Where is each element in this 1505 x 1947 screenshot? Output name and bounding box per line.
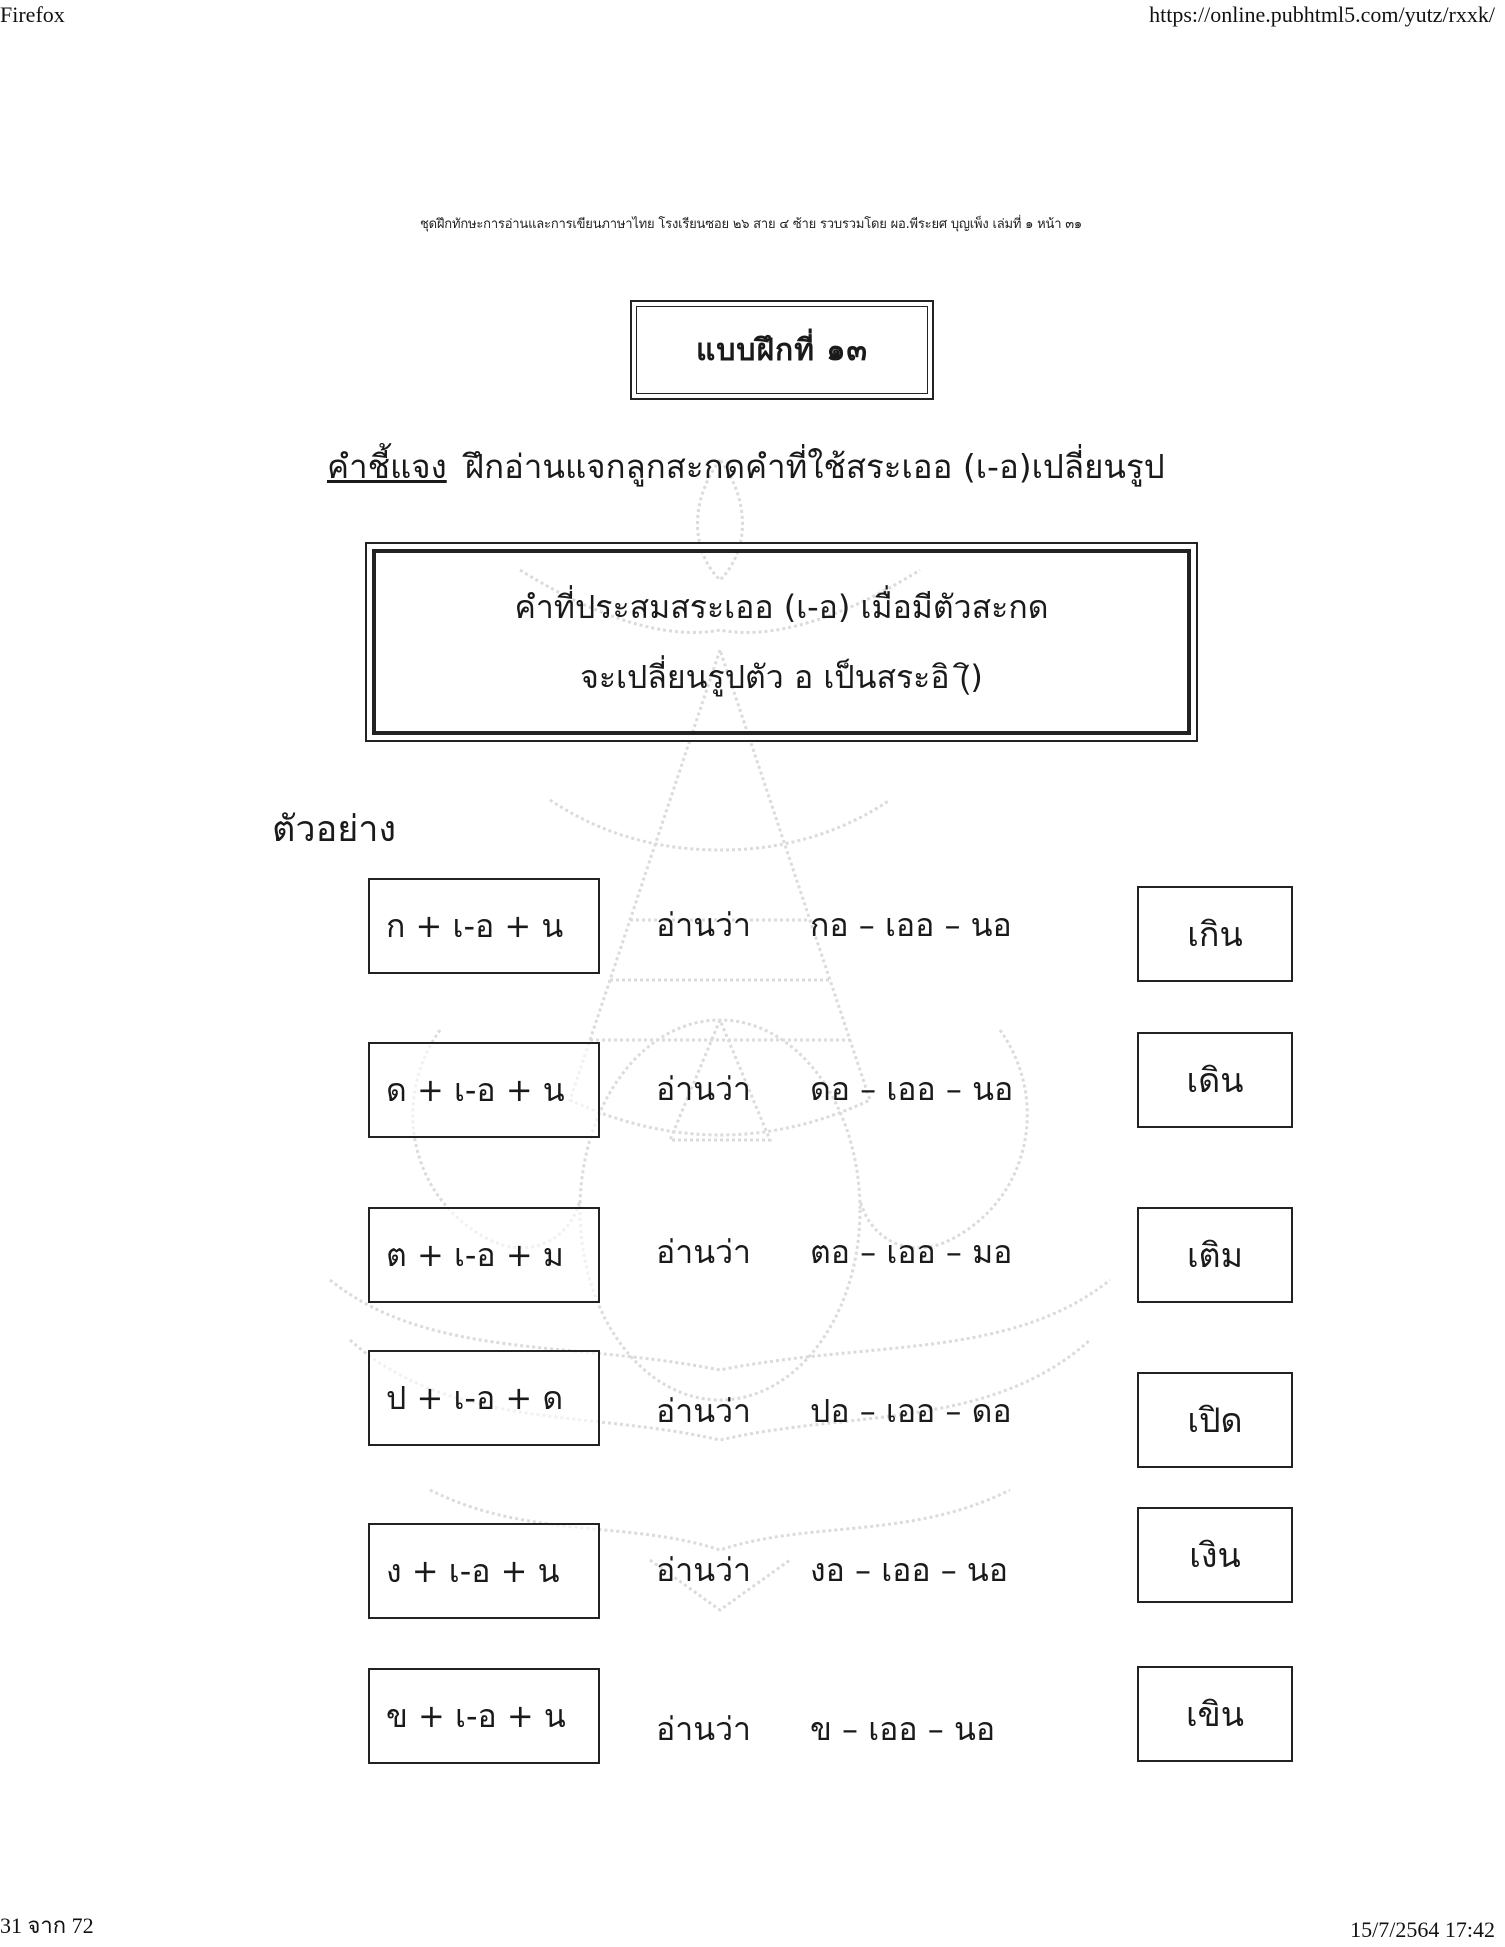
example-label: ตัวอย่าง [272,809,397,850]
reads-label: อ่านว่า [656,1392,751,1430]
formula-box: ป + เ-อ + ด [368,1350,600,1446]
rule-line-1: คำที่ประสมสระเออ (เ-อ) เมื่อมีตัวสะกด [514,588,1049,626]
formula-box: ข + เ-อ + น [368,1668,600,1764]
example-row [0,1042,1505,1142]
reads-label: อ่านว่า [656,1233,751,1271]
formula-box: ต + เ-อ + ม [368,1207,600,1303]
formula-box: ก + เ-อ + น [368,878,600,974]
spelling: ข – เออ – นอ [810,1710,996,1748]
example-row [0,1523,1505,1623]
answer-word-box: เขิน [1137,1666,1293,1762]
exercise-title: แบบฝึกที่ ๑๓ [630,300,934,400]
rule-box [365,542,1198,742]
spelling: กอ – เออ – นอ [810,906,1012,944]
running-header: ชุดฝึกทักษะการอ่านและการเขียนภาษาไทย โรงเรียนซอย ๒๖ สาย ๔ ซ้าย รวบรวมโดย ผอ.พีระยศ บุญเพ็ง เล่มที่ ๑ หน้า ๓๑ [420,217,1082,232]
answer-word-box: เติม [1137,1207,1293,1303]
example-row [0,1350,1505,1450]
rule-line-2: จะเปลี่ยนรูปตัว อ เป็นสระอิ (ิ) [580,658,983,696]
instruction-label: คำชี้แจง [327,447,447,486]
example-row [0,878,1505,978]
spelling: ตอ – เออ – มอ [810,1233,1013,1271]
example-row [0,1668,1505,1768]
reads-label: อ่านว่า [656,1551,751,1589]
formula-box: ง + เ-อ + น [368,1523,600,1619]
answer-word-box: เปิด [1137,1372,1293,1468]
browser-name: Firefox [0,2,65,27]
reads-label: อ่านว่า [656,906,751,944]
instruction [327,440,1165,493]
reads-label: อ่านว่า [656,1070,751,1108]
example-row [0,1207,1505,1307]
instruction-text: ฝึกอ่านแจกลูกสะกดคำที่ใช้สระเออ (เ-อ)เปลี่ยนรูป [464,447,1165,486]
answer-word-box: เดิน [1137,1032,1293,1128]
answer-word-box: เงิน [1137,1507,1293,1603]
spelling: ดอ – เออ – นอ [810,1070,1014,1108]
answer-word-box: เกิน [1137,886,1293,982]
spelling: ปอ – เออ – ดอ [810,1392,1012,1430]
reads-label: อ่านว่า [656,1710,751,1748]
spelling: งอ – เออ – นอ [810,1551,1008,1589]
page-counter: 31 จาก 72 [0,1913,94,1938]
print-timestamp: 15/7/2564 17:42 [1350,1917,1495,1942]
formula-box: ด + เ-อ + น [368,1042,600,1138]
page-url[interactable]: https://online.pubhtml5.com/yutz/rxxk/ [1149,2,1495,27]
